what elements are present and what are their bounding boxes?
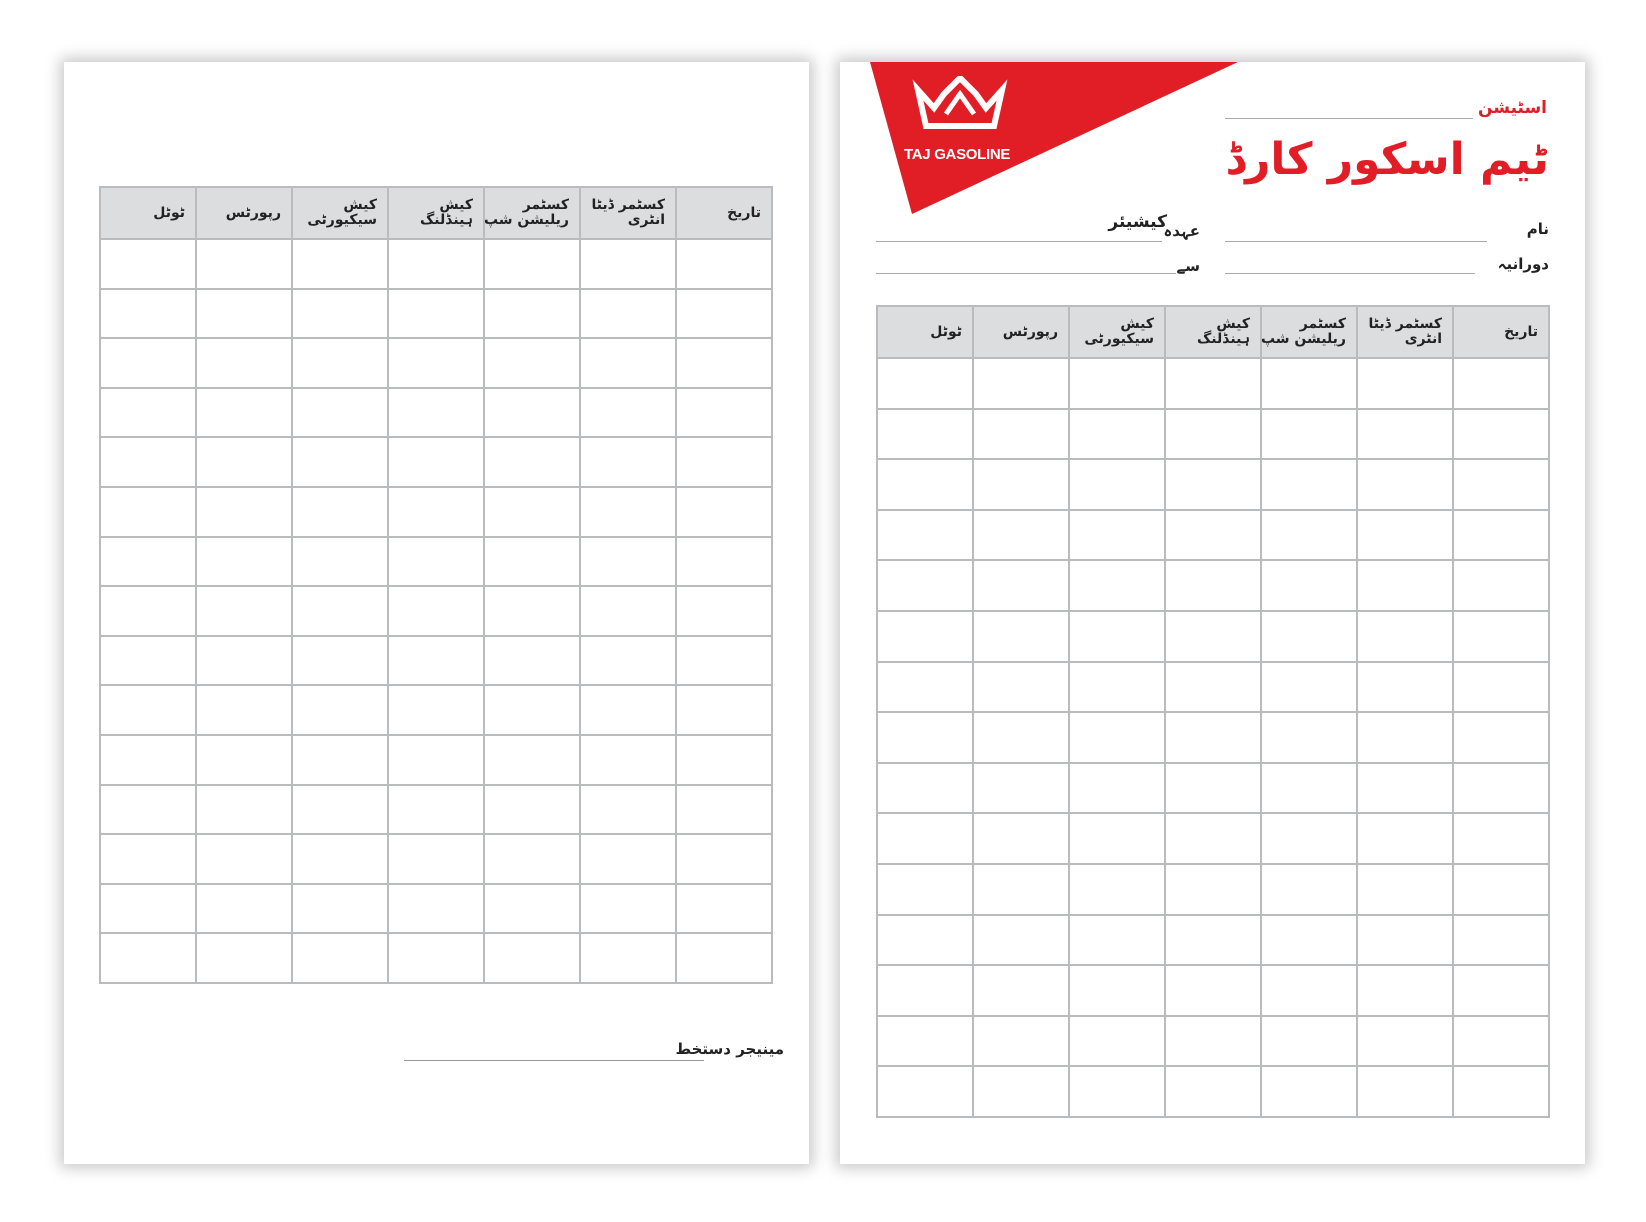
- table-cell[interactable]: [676, 487, 772, 537]
- table-cell[interactable]: [196, 636, 292, 686]
- table-cell[interactable]: [196, 735, 292, 785]
- from-input-line[interactable]: [876, 272, 1176, 274]
- table-cell[interactable]: [1453, 1066, 1549, 1117]
- column-header-text: کیش: [439, 197, 473, 213]
- table-cell[interactable]: [1261, 1066, 1357, 1117]
- table-cell[interactable]: [973, 662, 1069, 713]
- table-cell[interactable]: [877, 459, 973, 510]
- table-cell[interactable]: [1357, 1066, 1453, 1117]
- column-header: [100, 187, 196, 239]
- table-row: [877, 510, 1549, 561]
- table-cell[interactable]: [580, 586, 676, 636]
- table-cell[interactable]: [1069, 864, 1165, 915]
- table-cell[interactable]: [973, 358, 1069, 409]
- table-cell[interactable]: [388, 834, 484, 884]
- crown-logo-icon: [912, 76, 1008, 136]
- table-row: [100, 735, 772, 785]
- table-cell[interactable]: [388, 388, 484, 438]
- table-cell[interactable]: [580, 785, 676, 835]
- table-cell[interactable]: [676, 586, 772, 636]
- table-cell[interactable]: [1069, 712, 1165, 763]
- table-cell[interactable]: [877, 1066, 973, 1117]
- table-cell[interactable]: [100, 239, 196, 289]
- table-cell[interactable]: [1357, 560, 1453, 611]
- table-cell[interactable]: [1261, 459, 1357, 510]
- table-cell[interactable]: [100, 437, 196, 487]
- table-cell[interactable]: [484, 735, 580, 785]
- table-cell[interactable]: [100, 388, 196, 438]
- column-header-text: ریلیشن شپ: [1260, 331, 1346, 347]
- table-cell[interactable]: [292, 834, 388, 884]
- designation-input-line[interactable]: [876, 240, 1162, 242]
- table-header-row: [877, 306, 1549, 358]
- left-score-table: [99, 186, 773, 984]
- table-cell[interactable]: [877, 763, 973, 814]
- table-cell[interactable]: [1069, 358, 1165, 409]
- table-cell[interactable]: [973, 1016, 1069, 1067]
- table-cell[interactable]: [100, 884, 196, 934]
- table-row: [877, 459, 1549, 510]
- table-cell[interactable]: [388, 933, 484, 983]
- table-cell[interactable]: [1069, 1016, 1165, 1067]
- table-cell[interactable]: [1069, 813, 1165, 864]
- table-cell[interactable]: [388, 685, 484, 735]
- table-cell[interactable]: [388, 437, 484, 487]
- table-cell[interactable]: [292, 289, 388, 339]
- table-cell[interactable]: [877, 560, 973, 611]
- score-card-back-page: [64, 62, 809, 1164]
- table-cell[interactable]: [1453, 712, 1549, 763]
- table-row: [877, 1016, 1549, 1067]
- table-cell[interactable]: [973, 965, 1069, 1016]
- column-header-text: کسٹمر: [1299, 316, 1346, 332]
- table-cell[interactable]: [877, 662, 973, 713]
- table-cell[interactable]: [484, 685, 580, 735]
- table-row: [877, 864, 1549, 915]
- table-cell[interactable]: [973, 864, 1069, 915]
- table-row: [877, 813, 1549, 864]
- table-cell[interactable]: [292, 636, 388, 686]
- table-cell[interactable]: [1357, 813, 1453, 864]
- table-cell[interactable]: [1261, 510, 1357, 561]
- column-header-text: رپورٹس: [1002, 323, 1058, 340]
- table-cell[interactable]: [676, 239, 772, 289]
- table-row: [100, 884, 772, 934]
- table-cell[interactable]: [196, 884, 292, 934]
- designation-label: عہدہ: [1163, 222, 1200, 240]
- table-cell[interactable]: [292, 884, 388, 934]
- column-header-text: انٹری: [1404, 331, 1442, 347]
- table-cell[interactable]: [877, 611, 973, 662]
- table-cell[interactable]: [1261, 358, 1357, 409]
- table-cell[interactable]: [877, 965, 973, 1016]
- table-row: [877, 1066, 1549, 1117]
- table-cell[interactable]: [676, 437, 772, 487]
- table-cell[interactable]: [1069, 965, 1165, 1016]
- table-cell[interactable]: [1069, 510, 1165, 561]
- table-cell[interactable]: [1357, 611, 1453, 662]
- column-header-text: سیکیورٹی: [1084, 331, 1154, 347]
- table-row: [100, 685, 772, 735]
- table-cell[interactable]: [292, 239, 388, 289]
- column-header: [877, 306, 973, 358]
- table-cell[interactable]: [292, 487, 388, 537]
- table-cell[interactable]: [1261, 763, 1357, 814]
- column-header-text: انٹری: [627, 212, 665, 228]
- table-cell[interactable]: [484, 636, 580, 686]
- table-cell[interactable]: [580, 437, 676, 487]
- table-cell[interactable]: [292, 437, 388, 487]
- table-cell[interactable]: [973, 409, 1069, 460]
- table-cell[interactable]: [292, 537, 388, 587]
- station-input-line[interactable]: [1225, 118, 1473, 119]
- table-cell[interactable]: [1165, 611, 1261, 662]
- table-cell[interactable]: [580, 487, 676, 537]
- name-input-line[interactable]: [1225, 240, 1487, 242]
- table-cell[interactable]: [1261, 965, 1357, 1016]
- table-cell[interactable]: [196, 834, 292, 884]
- table-row: [877, 763, 1549, 814]
- table-cell[interactable]: [1357, 1016, 1453, 1067]
- table-cell[interactable]: [1261, 813, 1357, 864]
- table-cell[interactable]: [196, 338, 292, 388]
- right-score-table: [876, 305, 1550, 1118]
- table-cell[interactable]: [973, 459, 1069, 510]
- table-row: [100, 388, 772, 438]
- table-cell[interactable]: [1165, 1066, 1261, 1117]
- table-cell[interactable]: [1261, 560, 1357, 611]
- table-cell[interactable]: [1357, 662, 1453, 713]
- table-cell[interactable]: [292, 388, 388, 438]
- table-cell[interactable]: [1069, 459, 1165, 510]
- table-cell[interactable]: [388, 289, 484, 339]
- table-cell[interactable]: [1069, 915, 1165, 966]
- table-cell[interactable]: [877, 864, 973, 915]
- table-cell[interactable]: [1165, 459, 1261, 510]
- table-cell[interactable]: [877, 813, 973, 864]
- table-cell[interactable]: [196, 437, 292, 487]
- duration-input-line[interactable]: [1225, 272, 1475, 274]
- designation-value: کیشیئر: [1108, 212, 1167, 232]
- table-row: [877, 965, 1549, 1016]
- table-cell[interactable]: [388, 239, 484, 289]
- table-cell[interactable]: [1453, 409, 1549, 460]
- table-row: [100, 537, 772, 587]
- column-header: [676, 187, 772, 239]
- table-cell[interactable]: [877, 358, 973, 409]
- table-cell[interactable]: [1453, 459, 1549, 510]
- column-header: [1357, 306, 1453, 358]
- table-cell[interactable]: [484, 239, 580, 289]
- table-cell[interactable]: [676, 735, 772, 785]
- table-row: [100, 834, 772, 884]
- table-cell[interactable]: [580, 289, 676, 339]
- table-cell[interactable]: [484, 785, 580, 835]
- column-header: [1453, 306, 1549, 358]
- table-cell[interactable]: [1165, 763, 1261, 814]
- table-row: [100, 586, 772, 636]
- column-header: [292, 187, 388, 239]
- table-cell[interactable]: [484, 834, 580, 884]
- table-cell[interactable]: [1165, 1016, 1261, 1067]
- duration-label: دورانیہ: [1497, 255, 1549, 273]
- table-cell[interactable]: [676, 289, 772, 339]
- column-header: [580, 187, 676, 239]
- table-cell[interactable]: [1165, 965, 1261, 1016]
- table-cell[interactable]: [484, 289, 580, 339]
- table-cell[interactable]: [100, 338, 196, 388]
- table-cell[interactable]: [100, 537, 196, 587]
- station-label: اسٹیشن: [1477, 98, 1547, 118]
- table-cell[interactable]: [877, 510, 973, 561]
- table-cell[interactable]: [676, 338, 772, 388]
- table-cell[interactable]: [292, 785, 388, 835]
- table-cell[interactable]: [388, 586, 484, 636]
- brand-banner: [840, 62, 1240, 222]
- page-title: ٹیم اسکور کارڈ: [1225, 134, 1549, 185]
- table-cell[interactable]: [1357, 763, 1453, 814]
- column-header-text: کیش: [1216, 316, 1250, 332]
- table-cell[interactable]: [196, 685, 292, 735]
- column-header: [1069, 306, 1165, 358]
- column-header-text: تاریخ: [727, 204, 761, 221]
- table-cell[interactable]: [973, 813, 1069, 864]
- table-cell[interactable]: [1453, 864, 1549, 915]
- table-row: [100, 239, 772, 289]
- table-cell[interactable]: [877, 915, 973, 966]
- table-row: [100, 933, 772, 983]
- table-cell[interactable]: [196, 289, 292, 339]
- table-cell[interactable]: [1453, 662, 1549, 713]
- table-cell[interactable]: [484, 933, 580, 983]
- table-row: [877, 662, 1549, 713]
- table-cell[interactable]: [1357, 965, 1453, 1016]
- table-cell[interactable]: [676, 388, 772, 438]
- table-cell[interactable]: [484, 338, 580, 388]
- table-cell[interactable]: [973, 915, 1069, 966]
- manager-signature-label: مینیجر دستخط: [675, 1040, 784, 1058]
- table-cell[interactable]: [1261, 1016, 1357, 1067]
- score-card-front-page: [840, 62, 1585, 1164]
- table-cell[interactable]: [1453, 813, 1549, 864]
- table-cell[interactable]: [1453, 763, 1549, 814]
- table-row: [100, 289, 772, 339]
- table-cell[interactable]: [580, 388, 676, 438]
- table-cell[interactable]: [100, 289, 196, 339]
- table-cell[interactable]: [580, 933, 676, 983]
- table-cell[interactable]: [1261, 712, 1357, 763]
- table-cell[interactable]: [580, 735, 676, 785]
- manager-signature-line: [404, 1059, 704, 1061]
- table-cell[interactable]: [1357, 409, 1453, 460]
- table-row: [877, 358, 1549, 409]
- table-cell[interactable]: [100, 487, 196, 537]
- table-cell[interactable]: [1453, 510, 1549, 561]
- table-cell[interactable]: [100, 735, 196, 785]
- table-cell[interactable]: [196, 586, 292, 636]
- table-cell[interactable]: [196, 388, 292, 438]
- table-row: [877, 409, 1549, 460]
- table-cell[interactable]: [100, 685, 196, 735]
- table-cell[interactable]: [1453, 965, 1549, 1016]
- table-cell[interactable]: [1261, 409, 1357, 460]
- table-cell[interactable]: [1261, 611, 1357, 662]
- table-header-row: [100, 187, 772, 239]
- table-cell[interactable]: [580, 685, 676, 735]
- table-cell[interactable]: [100, 586, 196, 636]
- table-cell[interactable]: [877, 1016, 973, 1067]
- table-cell[interactable]: [676, 537, 772, 587]
- column-header-text: کسٹمر ڈیٹا: [591, 197, 665, 213]
- table-cell[interactable]: [292, 735, 388, 785]
- table-row: [877, 611, 1549, 662]
- table-cell[interactable]: [973, 712, 1069, 763]
- table-cell[interactable]: [1357, 864, 1453, 915]
- table-cell[interactable]: [388, 487, 484, 537]
- table-cell[interactable]: [580, 636, 676, 686]
- table-cell[interactable]: [388, 537, 484, 587]
- table-cell[interactable]: [1357, 510, 1453, 561]
- table-cell[interactable]: [973, 560, 1069, 611]
- table-cell[interactable]: [100, 785, 196, 835]
- table-row: [100, 437, 772, 487]
- table-cell[interactable]: [1165, 915, 1261, 966]
- column-header-text: ہینڈلنگ: [419, 212, 473, 228]
- table-cell[interactable]: [292, 586, 388, 636]
- column-header: [973, 306, 1069, 358]
- table-cell[interactable]: [1453, 611, 1549, 662]
- table-cell[interactable]: [1453, 1016, 1549, 1067]
- table-cell[interactable]: [676, 785, 772, 835]
- table-cell[interactable]: [484, 884, 580, 934]
- column-header-text: سیکیورٹی: [307, 212, 377, 228]
- table-cell[interactable]: [1453, 560, 1549, 611]
- table-cell[interactable]: [580, 239, 676, 289]
- table-row: [877, 915, 1549, 966]
- table-row: [100, 636, 772, 686]
- table-cell[interactable]: [973, 510, 1069, 561]
- table-cell[interactable]: [1165, 409, 1261, 460]
- table-row: [877, 560, 1549, 611]
- column-header-text: ٹوٹل: [930, 323, 962, 340]
- from-label: سے: [1176, 257, 1200, 275]
- table-cell[interactable]: [973, 763, 1069, 814]
- table-cell[interactable]: [100, 636, 196, 686]
- table-cell[interactable]: [1165, 510, 1261, 561]
- table-cell[interactable]: [1261, 662, 1357, 713]
- table-row: [877, 712, 1549, 763]
- column-header-text: ریلیشن شپ: [483, 212, 569, 228]
- table-cell[interactable]: [484, 537, 580, 587]
- table-cell[interactable]: [1165, 813, 1261, 864]
- table-cell[interactable]: [676, 884, 772, 934]
- table-cell[interactable]: [388, 636, 484, 686]
- column-header-text: ہینڈلنگ: [1196, 331, 1250, 347]
- column-header-text: رپورٹس: [225, 204, 281, 221]
- table-cell[interactable]: [1069, 662, 1165, 713]
- table-row: [100, 487, 772, 537]
- table-cell[interactable]: [292, 933, 388, 983]
- table-cell[interactable]: [877, 712, 973, 763]
- table-cell[interactable]: [196, 537, 292, 587]
- table-cell[interactable]: [1165, 662, 1261, 713]
- table-cell[interactable]: [676, 834, 772, 884]
- table-cell[interactable]: [1165, 712, 1261, 763]
- table-cell[interactable]: [676, 685, 772, 735]
- column-header: [484, 187, 580, 239]
- table-cell[interactable]: [1165, 358, 1261, 409]
- column-header-text: ٹوٹل: [153, 204, 185, 221]
- table-cell[interactable]: [1165, 864, 1261, 915]
- table-cell[interactable]: [1069, 763, 1165, 814]
- table-cell[interactable]: [1069, 409, 1165, 460]
- table-cell[interactable]: [1069, 560, 1165, 611]
- table-cell[interactable]: [1261, 915, 1357, 966]
- table-cell[interactable]: [1357, 915, 1453, 966]
- table-cell[interactable]: [676, 636, 772, 686]
- table-cell[interactable]: [196, 487, 292, 537]
- table-cell[interactable]: [484, 388, 580, 438]
- table-cell[interactable]: [1357, 358, 1453, 409]
- table-cell[interactable]: [100, 834, 196, 884]
- table-cell[interactable]: [580, 834, 676, 884]
- table-cell[interactable]: [388, 884, 484, 934]
- column-header-text: کسٹمر ڈیٹا: [1368, 316, 1442, 332]
- table-cell[interactable]: [388, 338, 484, 388]
- table-cell[interactable]: [100, 933, 196, 983]
- table-cell[interactable]: [1357, 459, 1453, 510]
- table-cell[interactable]: [1069, 1066, 1165, 1117]
- table-cell[interactable]: [388, 785, 484, 835]
- column-header: [388, 187, 484, 239]
- table-row: [100, 785, 772, 835]
- table-cell[interactable]: [292, 338, 388, 388]
- brand-logo-text: TAJ GASOLINE: [904, 146, 1011, 163]
- table-cell[interactable]: [196, 933, 292, 983]
- table-cell[interactable]: [580, 537, 676, 587]
- table-cell[interactable]: [484, 437, 580, 487]
- table-cell[interactable]: [196, 785, 292, 835]
- table-cell[interactable]: [676, 933, 772, 983]
- table-cell[interactable]: [484, 586, 580, 636]
- table-row: [100, 338, 772, 388]
- table-cell[interactable]: [292, 685, 388, 735]
- column-header-text: کسٹمر: [522, 197, 569, 213]
- column-header: [1165, 306, 1261, 358]
- table-cell[interactable]: [1069, 611, 1165, 662]
- table-cell[interactable]: [196, 239, 292, 289]
- table-cell[interactable]: [580, 338, 676, 388]
- table-cell[interactable]: [388, 735, 484, 785]
- table-cell[interactable]: [1357, 712, 1453, 763]
- table-cell[interactable]: [580, 884, 676, 934]
- column-header-text: تاریخ: [1504, 323, 1538, 340]
- table-cell[interactable]: [973, 611, 1069, 662]
- column-header-text: کیش: [1120, 316, 1154, 332]
- table-cell[interactable]: [1453, 358, 1549, 409]
- table-cell[interactable]: [1261, 864, 1357, 915]
- column-header: [196, 187, 292, 239]
- table-cell[interactable]: [1165, 560, 1261, 611]
- table-cell[interactable]: [484, 487, 580, 537]
- name-label: نام: [1526, 220, 1549, 238]
- column-header: [1261, 306, 1357, 358]
- table-cell[interactable]: [877, 409, 973, 460]
- table-cell[interactable]: [973, 1066, 1069, 1117]
- column-header-text: کیش: [343, 197, 377, 213]
- table-cell[interactable]: [1453, 915, 1549, 966]
